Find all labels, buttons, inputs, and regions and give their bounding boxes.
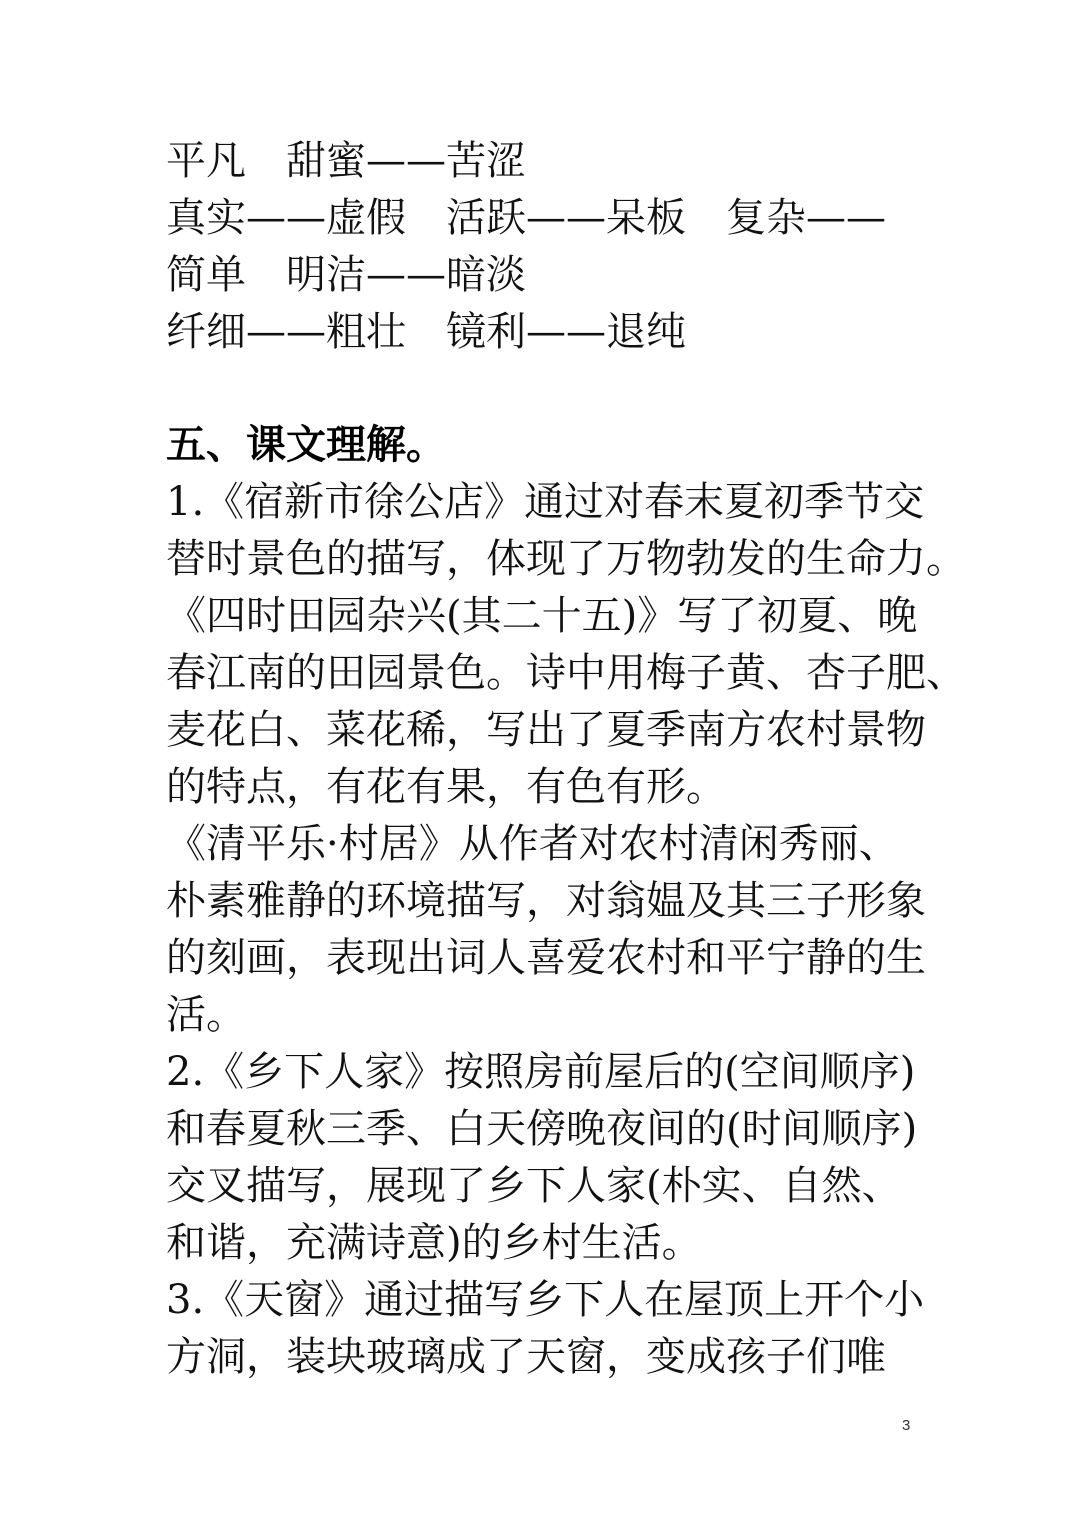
body-line: 的特点，有花有果，有色有形。 — [166, 764, 726, 810]
body-line: 春江南的田园景色。诗中用梅子黄、杏子肥、 — [166, 650, 966, 696]
section-heading: 五、课文理解。 — [166, 422, 446, 468]
body-line: 替时景色的描写，体现了万物勃发的生命力。 — [166, 536, 966, 582]
page-content — [166, 133, 966, 1386]
antonym-line: 简单 明洁——暗淡 — [166, 252, 526, 298]
body-line: 和谐，充满诗意)的乡村生活。 — [166, 1220, 702, 1266]
section-spacer — [166, 361, 926, 417]
body-line: 活。 — [166, 992, 246, 1038]
body-line: 3.《天窗》通过描写乡下人在屋顶上开个小 — [166, 1277, 925, 1323]
page-number: 3 — [902, 1417, 911, 1434]
body-line: 麦花白、菜花稀，写出了夏季南方农村景物 — [166, 707, 926, 753]
body-line: 方洞，装块玻璃成了天窗，变成孩子们唯 — [166, 1334, 886, 1380]
antonym-line: 平凡 甜蜜——苦涩 — [166, 138, 526, 184]
body-line: 交叉描写，展现了乡下人家(朴实、自然、 — [166, 1163, 902, 1209]
body-line: 1.《宿新市徐公店》通过对春末夏初季节交 — [166, 479, 925, 525]
body-line: 的刻画，表现出词人喜爱农村和平宁静的生 — [166, 935, 926, 981]
body-line: 2.《乡下人家》按照房前屋后的(空间顺序) — [166, 1049, 916, 1095]
body-line: 《四时田园杂兴(其二十五)》写了初夏、晚 — [166, 593, 918, 639]
antonym-line: 纤细——粗壮 镜利——退纯 — [166, 309, 686, 355]
body-line: 和春夏秋三季、白天傍晚夜间的(时间顺序) — [166, 1106, 918, 1152]
body-line: 《清平乐·村居》从作者对农村清闲秀丽、 — [166, 821, 899, 867]
body-line: 朴素雅静的环境描写，对翁媪及其三子形象 — [166, 878, 926, 924]
antonym-line: 真实——虚假 活跃——呆板 复杂—— — [166, 195, 886, 241]
